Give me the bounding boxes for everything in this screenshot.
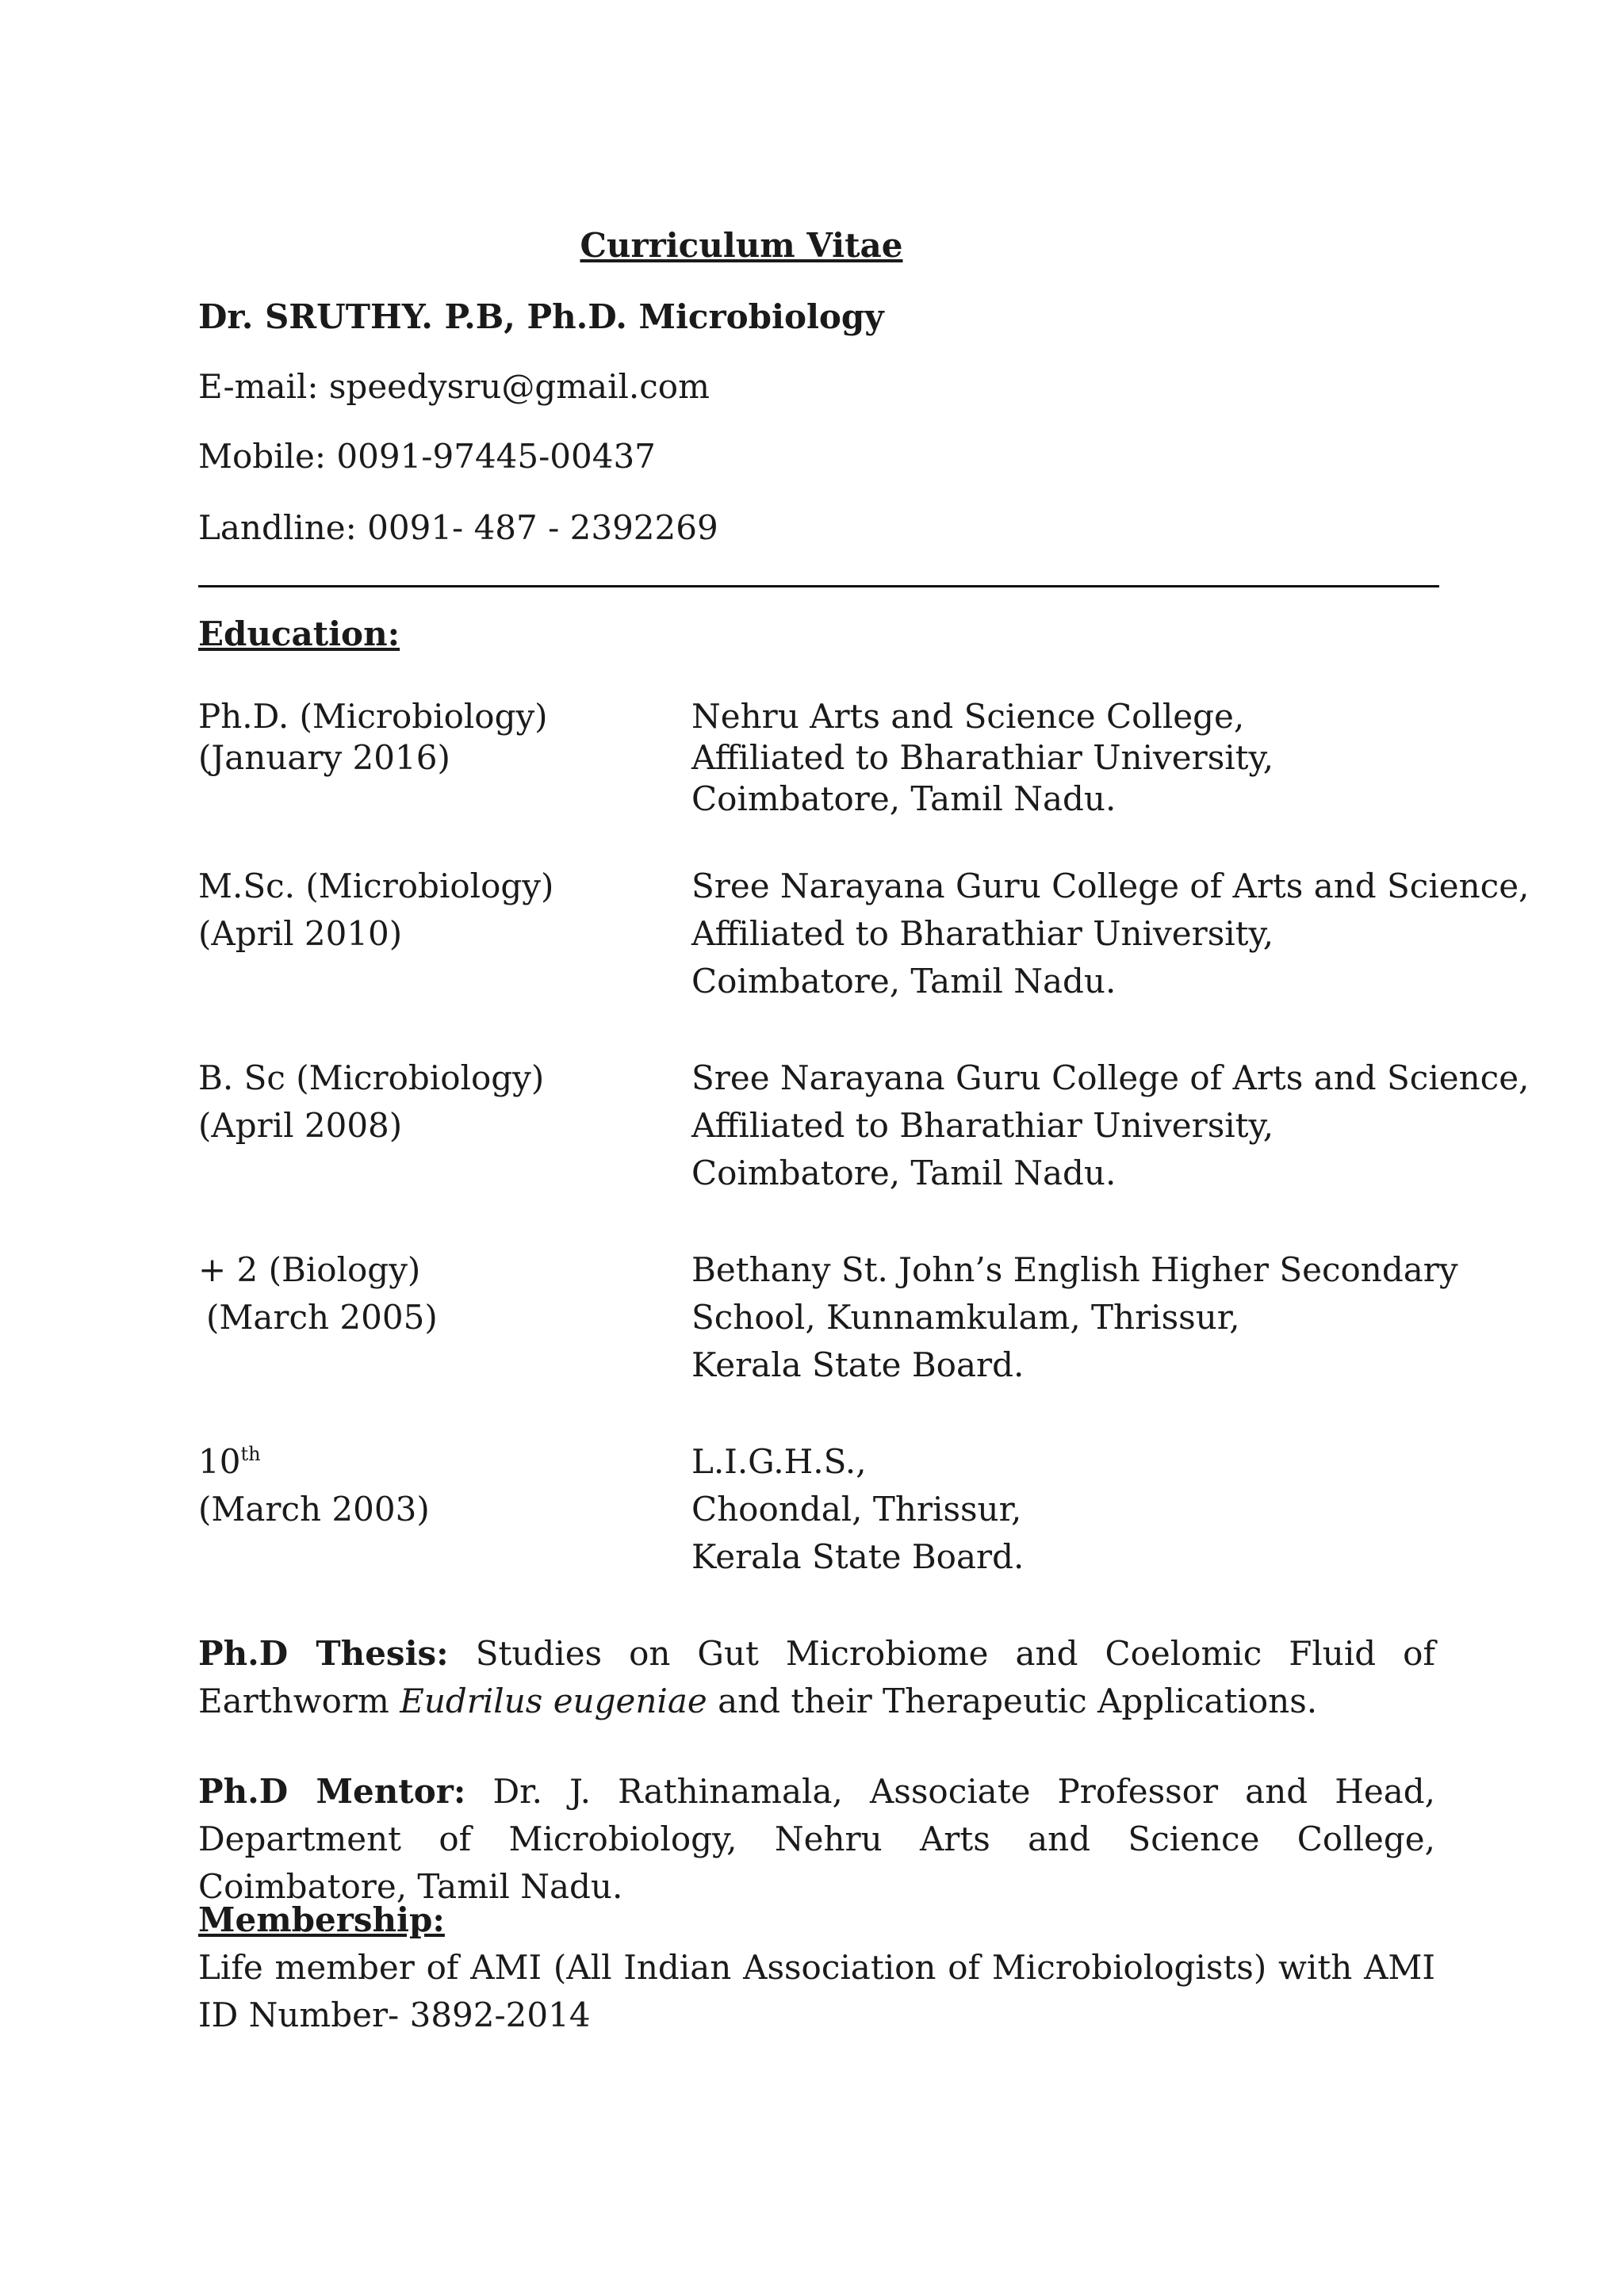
education-institution-line: School, Kunnamkulam, Thrissur, — [691, 1298, 1240, 1337]
email-value: speedysru@gmail.com — [328, 367, 710, 406]
education-institution-line: Affiliated to Bharathiar University, — [691, 1106, 1274, 1145]
education-degree: B. Sc (Microbiology) — [198, 1058, 545, 1097]
education-institution-line: Sree Narayana Guru College of Arts and Science, — [691, 867, 1530, 905]
education-institution-line: Sree Narayana Guru College of Arts and Science, — [691, 1058, 1530, 1097]
mentor-label: Ph.D Mentor: — [198, 1772, 466, 1811]
education-degree: + 2 (Biology) — [198, 1250, 421, 1289]
education-date: (January 2016) — [198, 738, 450, 777]
education-degree-suffix: th — [240, 1443, 261, 1465]
mobile-value: 0091-97445-00437 — [336, 437, 656, 476]
document-title: Curriculum Vitae — [580, 226, 903, 265]
membership-heading: Membership: — [198, 1900, 445, 1939]
mentor-paragraph — [198, 1768, 1435, 1911]
email-label: E-mail: — [198, 367, 319, 406]
thesis-paragraph — [198, 1630, 1435, 1725]
landline-line — [198, 504, 718, 552]
candidate-name: Dr. SRUTHY. P.B, Ph.D. Microbiology — [198, 297, 884, 336]
landline-value: 0091- 487 - 2392269 — [367, 508, 718, 547]
mobile-label: Mobile: — [198, 437, 327, 476]
thesis-text-before: Studies on Gut Microbiome and Coelomic Fluid of Earthworm — [198, 1634, 1435, 1720]
thesis-label: Ph.D Thesis: — [198, 1634, 449, 1673]
membership-text: Life member of AMI (All Indian Association of Microbiologists) with AMI ID Number- 3892-2014 — [198, 1948, 1435, 2034]
education-institution-line: Nehru Arts and Science College, — [691, 697, 1245, 736]
education-institution-line: Coimbatore, Tamil Nadu. — [691, 779, 1116, 818]
education-institution-line: Kerala State Board. — [691, 1537, 1025, 1576]
education-institution-line: L.I.G.H.S., — [691, 1442, 867, 1481]
education-date: (April 2010) — [198, 914, 403, 953]
education-institution-line: Bethany St. John’s English Higher Secondary — [691, 1250, 1458, 1289]
education-institution-line: Coimbatore, Tamil Nadu. — [691, 1154, 1116, 1192]
education-institution-line: Kerala State Board. — [691, 1345, 1025, 1384]
thesis-species: Eudrilus eugeniae — [400, 1682, 707, 1720]
header-divider — [198, 585, 1439, 587]
education-degree — [198, 1438, 261, 1486]
education-date: (March 2003) — [198, 1490, 430, 1529]
education-heading: Education: — [198, 614, 400, 653]
education-date: (April 2008) — [198, 1106, 403, 1145]
email-line — [198, 363, 710, 411]
landline-label: Landline: — [198, 508, 357, 547]
education-degree: Ph.D. (Microbiology) — [198, 697, 548, 736]
education-institution-line: Coimbatore, Tamil Nadu. — [691, 962, 1116, 1001]
mentor-text: Dr. J. Rathinamala, Associate Professor and Head, Department of Microbiology, Nehru Arts and Science College, Coimbatore, Tamil Nadu. — [198, 1772, 1435, 1906]
education-institution-line: Choondal, Thrissur, — [691, 1490, 1022, 1529]
education-degree-number: 10 — [198, 1442, 241, 1481]
education-institution-line: Affiliated to Bharathiar University, — [691, 914, 1274, 953]
thesis-text-after: and their Therapeutic Applications. — [718, 1682, 1318, 1720]
mobile-line — [198, 433, 656, 480]
education-institution-line: Affiliated to Bharathiar University, — [691, 738, 1274, 777]
education-date: (March 2005) — [206, 1298, 438, 1337]
education-degree: M.Sc. (Microbiology) — [198, 867, 554, 905]
